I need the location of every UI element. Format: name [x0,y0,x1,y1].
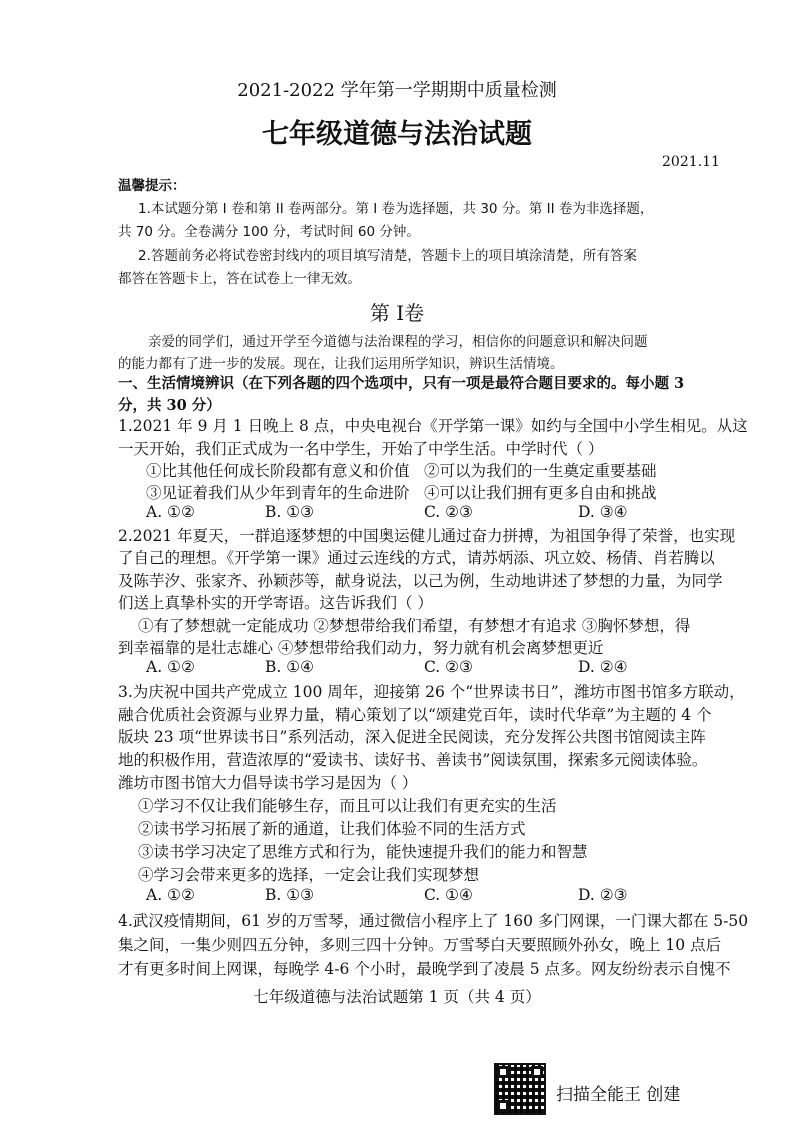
q3-option-b: B. ①③ [265,886,315,904]
q3-statement-3: ③读书学习决定了思维方式和行为，能快速提升我们的能力和智慧 [138,843,588,861]
volume-title: 第 I卷 [369,301,425,325]
q2-stem-line-4: 们送上真挚朴实的开学寄语。这告诉我们（ ） [118,594,433,612]
q2-statements-line-2: 到幸福靠的是壮志雄心 ④梦想带给我们动力，努力就有机会离梦想更近 [118,639,604,657]
q1-option-b: B. ①③ [265,503,315,521]
scanner-watermark: 扫描全能王 创建 [556,1085,681,1105]
page-number-label: 七年级道德与法治试题第 1 页（共 4 页） [253,988,541,1006]
q2-option-b: B. ①④ [265,658,315,676]
tips-line-3: 2.答题前务必将试卷密封线内的项目填写清楚，答题卡上的项目填涂清楚，所有答案 [138,248,637,264]
q1-statement-4: ④可以让我们拥有更多自由和挑战 [424,484,657,502]
q1-option-a: A. ①② [146,503,195,521]
q3-stem-line-5: 潍坊市图书馆大力倡导读书学习是因为（ ） [118,774,418,792]
qr-code-icon [494,1063,546,1115]
tips-line-1: 1.本试题分第 I 卷和第 II 卷两部分。第 I 卷为选择题，共 30 分。第 II 卷为非选择题， [138,201,654,217]
q3-option-d: D. ②③ [578,886,628,904]
exam-date: 2021.11 [662,154,720,170]
q3-stem-line-1: 3.为庆祝中国共产党成立 100 周年，迎接第 26 个“世界读书日”，潍坊市图书馆多方联动， [118,683,745,701]
q3-option-a: A. ①② [146,886,195,904]
tips-line-2: 共 70 分。全卷满分 100 分，考试时间 60 分钟。 [118,224,420,240]
q1-statement-3: ③见证着我们从少年到青年的生命进阶 [146,484,410,502]
q3-statement-4: ④学习会带来更多的选择，一定会让我们实现梦想 [138,866,480,884]
q1-option-c: C. ②③ [424,503,473,521]
q2-option-c: C. ②③ [424,658,473,676]
q1-stem-line-1: 1.2021 年 9 月 1 日晚上 8 点，中央电视台《开学第一课》如约与全国中小学生相见。从这 [118,417,748,435]
q3-statement-2: ②读书学习拓展了新的通道，让我们体验不同的生活方式 [138,820,526,838]
tips-heading: 温馨提示： [118,178,186,194]
q4-stem-line-3: 才有更多时间上网课，每晚学 4-6 个小时，最晚学到了凌晨 5 点多。网友纷纷表示自愧不 [118,960,731,978]
q3-stem-line-2: 融合优质社会资源与业界力量，精心策划了以“颂建党百年，读时代华章”为主题的 4 个 [118,706,712,724]
q4-stem-line-1: 4.武汉疫情期间，61 岁的万雪琴，通过微信小程序上了 160 多门网课，一门课大都在 5-50 [118,912,749,930]
section-heading-line-2: 分，共 30 分） [118,397,221,414]
subject-title: 七年级道德与法治试题 [262,119,532,150]
q3-statement-1: ①学习不仅让我们能够生存，而且可以让我们有更充实的生活 [138,797,557,815]
exam-title: 2021-2022 学年第一学期期中质量检测 [237,80,557,101]
q2-stem-line-3: 及陈芋汐、张家齐、孙颖莎等，献身说法，以己为例，生动地讲述了梦想的力量，为同学 [118,572,723,590]
q1-statement-2: ②可以为我们的一生奠定重要基础 [424,462,657,480]
intro-line-2: 的能力都有了进一步的发展。现在，让我们运用所学知识，辨识生活情境。 [118,356,564,372]
q3-stem-line-3: 版块 23 项“世界读书日”系列活动，深入促进全民阅读，充分发挥公共图书馆阅读主阵 [118,728,706,746]
q2-stem-line-1: 2.2021 年夏天，一群追逐梦想的中国奥运健儿通过奋力拼搏，为祖国争得了荣誉，也实现 [118,527,736,545]
q2-stem-line-2: 了自己的理想。《开学第一课》通过云连线的方式，请苏炳添、巩立姣、杨倩、肖若腾以 [118,549,715,567]
tips-line-4: 都答在答题卡上，答在试卷上一律无效。 [118,271,361,287]
q4-stem-line-2: 集之间，一集少则四五分钟，多则三四十分钟。万雪琴白天要照顾外孙女，晚上 10 点后 [118,936,722,954]
q1-option-d: D. ③④ [578,503,628,521]
q2-option-d: D. ②④ [578,658,628,676]
section-heading-line-1: 一、生活情境辨识（在下列各题的四个选项中，只有一项是最符合题目要求的。每小题 3 [118,375,685,392]
q1-stem-line-2: 一天开始，我们正式成为一名中学生，开始了中学生活。中学时代（ ） [118,440,604,458]
q2-statements-line-1: ①有了梦想就一定能成功 ②梦想带给我们希望，有梦想才有追求 ③胸怀梦想，得 [138,617,691,635]
q2-option-a: A. ①② [146,658,195,676]
intro-line-1: 亲爱的同学们，通过开学至今道德与法治课程的学习，相信你的问题意识和解决问题 [148,334,648,350]
q3-stem-line-4: 地的积极作用，营造浓厚的“爱读书、读好书、善读书”阅读氛围，探索多元阅读体验。 [118,751,708,769]
q1-statement-1: ①比其他任何成长阶段都有意义和价值 [146,462,410,480]
q3-option-c: C. ①④ [424,886,473,904]
